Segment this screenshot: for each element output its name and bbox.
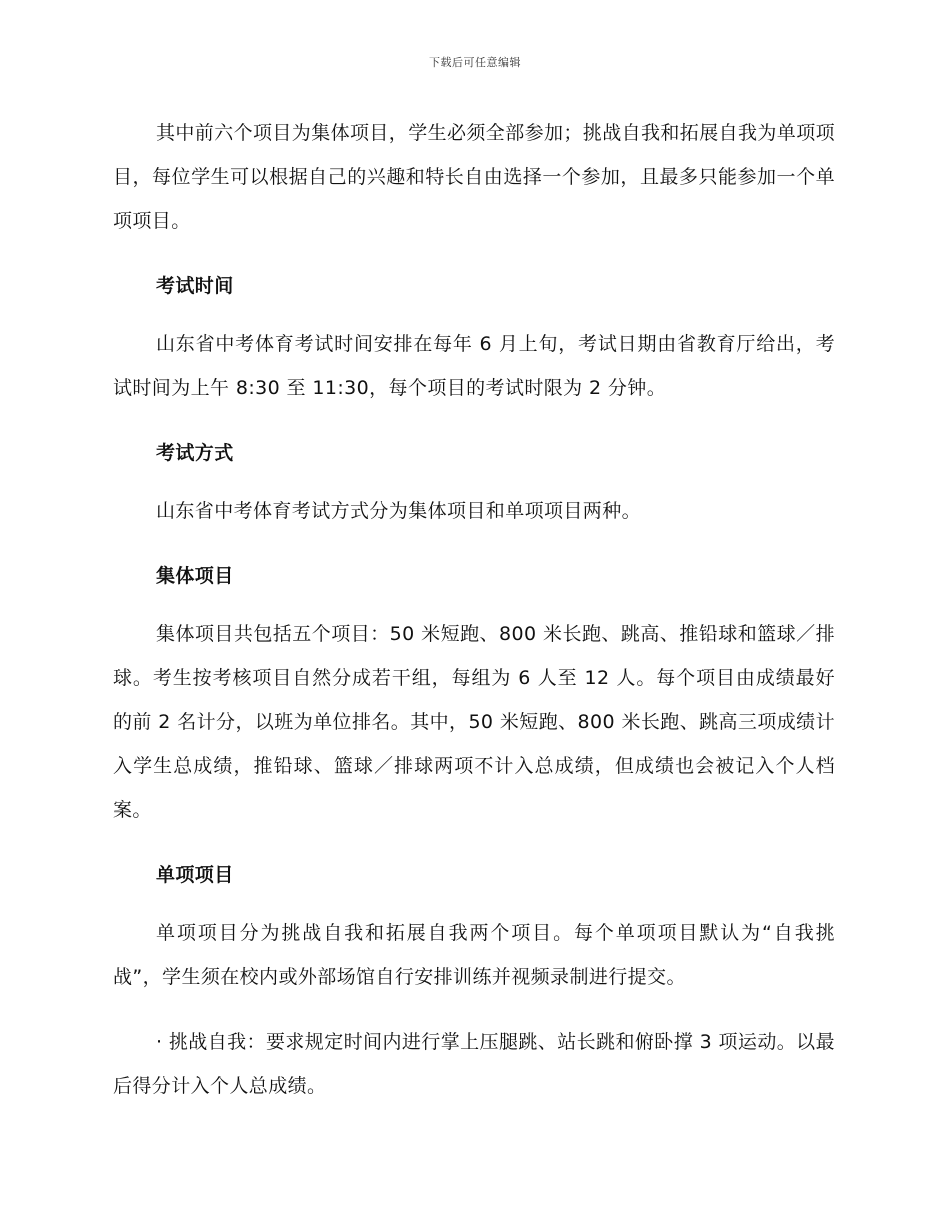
heading-exam-method: 考试方式	[156, 442, 234, 464]
document-body	[113, 111, 835, 1129]
heading-exam-time: 考试时间	[156, 275, 234, 297]
paragraph-exam-method: 山东省中考体育考试方式分为集体项目和单项项目两种。	[156, 500, 642, 522]
paragraph-challenge-self: · 挑战自我：要求规定时间内进行掌上压腿跳、站长跳和俯卧撑 3 项运动。以最后得分计入个人总成绩。	[113, 1031, 835, 1097]
paragraph-group-events: 集体项目共包括五个项目：50 米短跑、800 米长跑、跳高、推铅球和篮球／排球。考生按考核项目自然分成若干组，每组为 6 人至 12 人。每个项目由成绩最好的前 2 名计分，以班为单位排名。其中，50 米短跑、800 米长跑、跳高三项成绩计入学生总成绩，推铅球、篮球／排球两项不计入总成绩，但成绩也会被记入个人档案。	[113, 623, 835, 821]
heading-single-events: 单项项目	[156, 864, 234, 886]
paragraph-single-events: 单项项目分为挑战自我和拓展自我两个项目。每个单项项目默认为“自我挑战”，学生须在校内或外部场馆自行安排训练并视频录制进行提交。	[113, 922, 835, 988]
paragraph-exam-time: 山东省中考体育考试时间安排在每年 6 月上旬，考试日期由省教育厅给出，考试时间为上午 8:30 至 11:30，每个项目的考试时限为 2 分钟。	[113, 333, 835, 399]
paragraph-intro: 其中前六个项目为集体项目，学生必须全部参加；挑战自我和拓展自我为单项项目，每位学生可以根据自己的兴趣和特长自由选择一个参加，且最多只能参加一个单项项目。	[113, 122, 836, 232]
page-header: 下载后可任意编辑	[429, 56, 521, 69]
heading-group-events: 集体项目	[156, 565, 234, 587]
